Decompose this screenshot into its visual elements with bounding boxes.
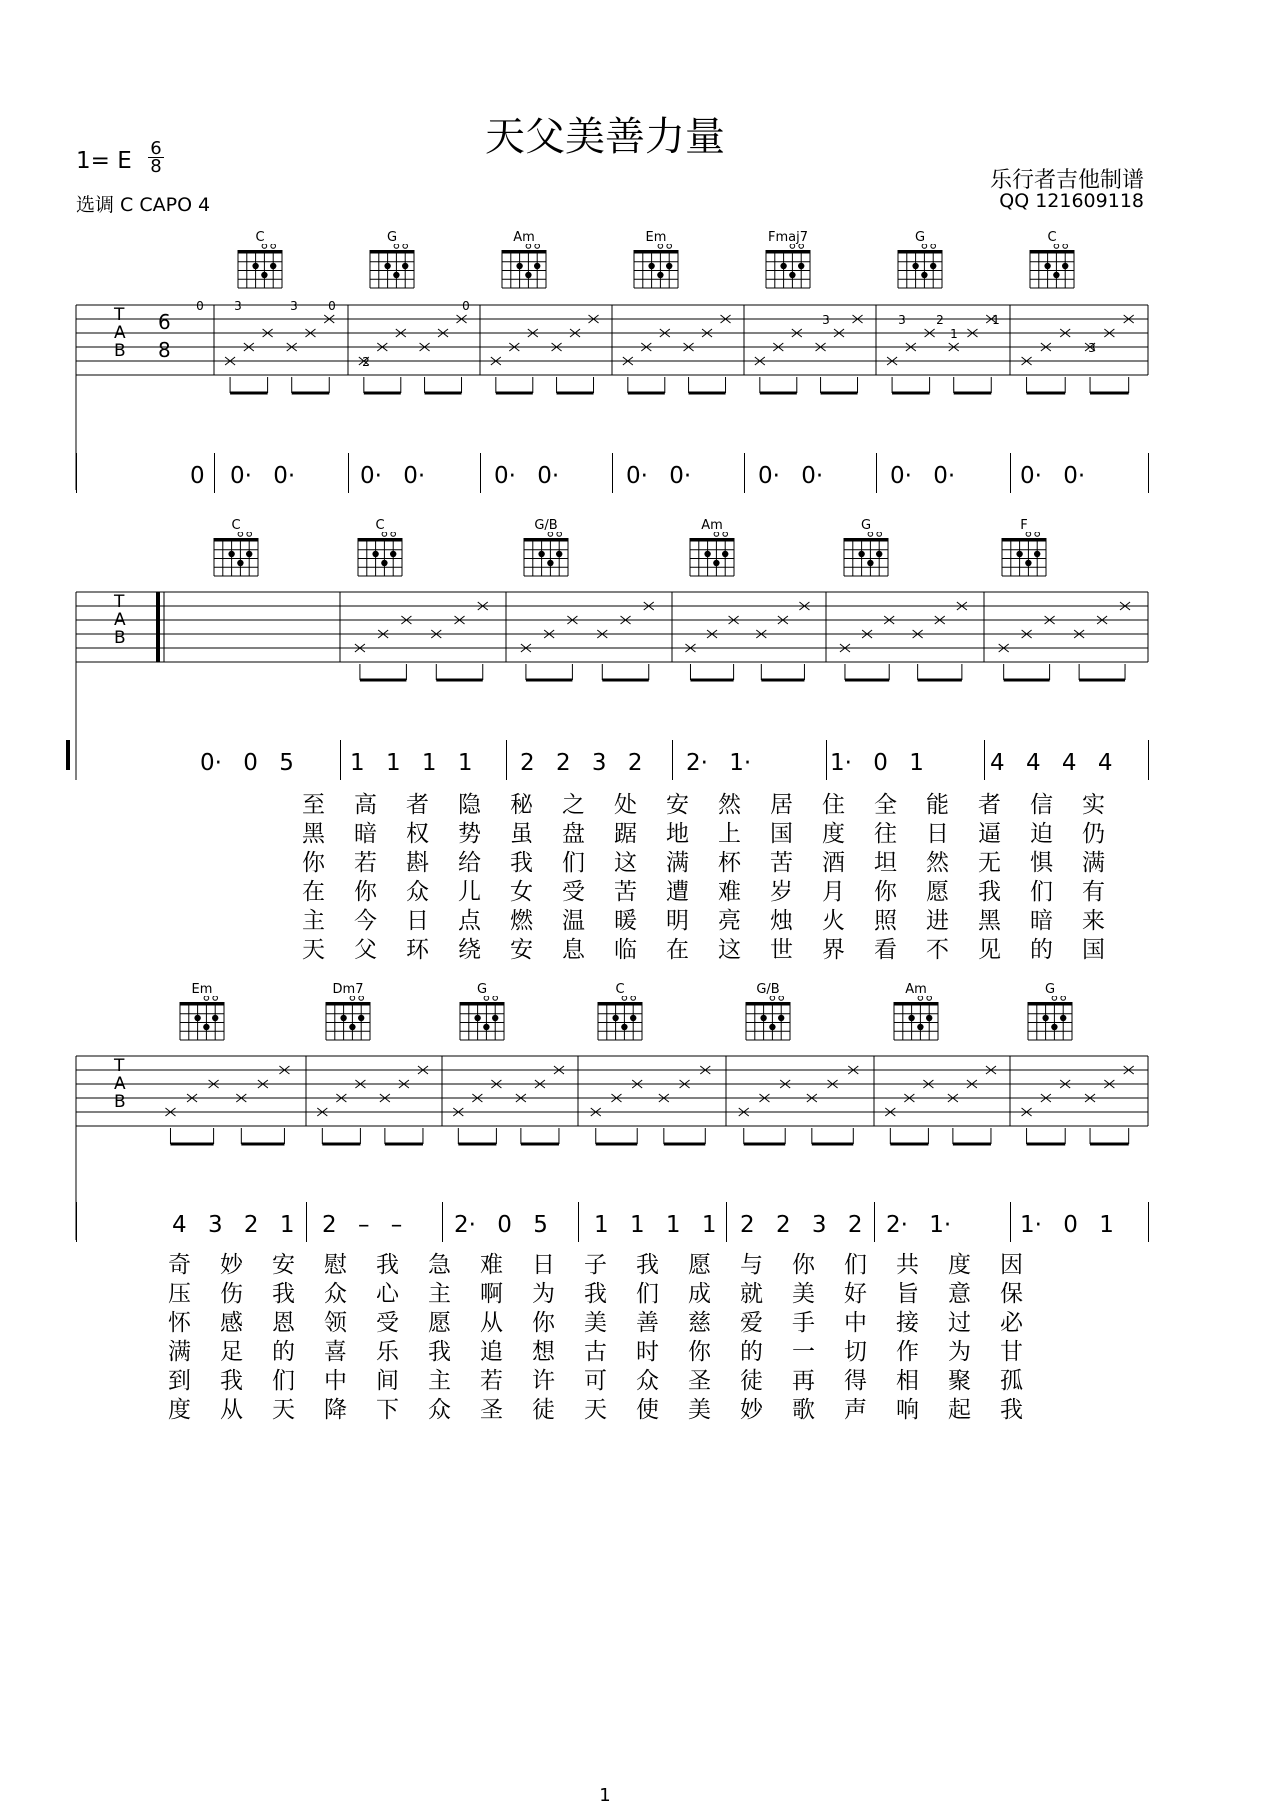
chord-name: G — [476, 982, 488, 997]
numbered-barline — [214, 453, 215, 493]
numbered-measure: 0· 0· — [626, 463, 692, 489]
numbered-barline — [76, 1202, 77, 1242]
numbered-measure: 4 4 4 4 — [990, 750, 1113, 776]
numbered-barline — [348, 453, 349, 493]
chord-name: Dm7 — [332, 982, 364, 997]
tab-letter: A — [114, 323, 126, 343]
fret-number: 2 — [936, 313, 944, 327]
fret-number: 3 — [898, 313, 906, 327]
fret-number: 0 — [462, 299, 470, 313]
tab-beam — [322, 1128, 360, 1144]
tab-time-signature — [158, 308, 171, 364]
numbered-barline — [826, 740, 827, 780]
numbered-barline — [1010, 453, 1011, 493]
tab-beam — [1079, 664, 1125, 680]
tab-beam — [892, 377, 930, 393]
time-top: 6 — [150, 138, 162, 159]
numbered-barline — [672, 740, 673, 780]
tab-beam — [812, 1128, 853, 1144]
tab-beam — [436, 664, 482, 680]
tab-letter: B — [114, 628, 126, 648]
time-bottom: 8 — [150, 156, 162, 177]
numbered-barline — [984, 740, 985, 780]
tab-beam — [602, 664, 648, 680]
chord-name: C — [375, 518, 385, 533]
tab-beam — [596, 1128, 637, 1144]
tab-beam — [690, 664, 733, 680]
lyric-line: 你若斟给我们这满杯苦酒坦然无惧满 — [302, 850, 1134, 876]
lyric-line: 满足的喜乐我追想古时你的一切作为甘 — [168, 1339, 1052, 1365]
tab-letter: T — [114, 592, 125, 612]
tab-beam — [425, 377, 462, 393]
chord-name: Am — [905, 982, 927, 997]
fret-number: 0 — [328, 299, 336, 313]
chord-name: C — [1047, 230, 1057, 245]
numbered-barline — [442, 1202, 443, 1242]
numbered-measure: 0· 0· — [1020, 463, 1086, 489]
tab-letter: B — [114, 341, 126, 361]
fret-number: 1 — [992, 313, 1000, 327]
lyric-line: 怀感恩领受愿从你美善慈爱手中接过必 — [168, 1310, 1052, 1336]
tab-beam — [360, 664, 406, 680]
numbered-barline — [726, 1202, 727, 1242]
fret-number: 0 — [196, 299, 204, 313]
tab-beam — [953, 1128, 991, 1144]
lyric-line: 至高者隐秘之处安然居住全能者信实 — [302, 792, 1134, 818]
chord-name: C — [615, 982, 625, 997]
tab-beam — [496, 377, 533, 393]
tab-beam — [458, 1128, 496, 1144]
tab-beam — [628, 377, 665, 393]
numbered-measure: 2· 1· — [886, 1212, 952, 1238]
numbered-barline — [874, 1202, 875, 1242]
arranger-credit: 乐行者吉他制谱 — [989, 168, 1144, 193]
lyric-line: 在你众儿女受苦遭难岁月你愿我们有 — [302, 879, 1134, 905]
chord-name: C — [255, 230, 265, 245]
numbered-measure: 4 3 2 1 — [172, 1212, 295, 1238]
numbered-barline — [480, 453, 481, 493]
numbered-measure: 1 1 1 1 — [350, 750, 473, 776]
tab-beam — [230, 377, 268, 393]
numbered-barline — [1148, 740, 1149, 780]
numbered-measure: 0· 0· — [890, 463, 956, 489]
numbered-barline — [744, 453, 745, 493]
numbered-measure: 1 1 1 1 — [594, 1212, 717, 1238]
chord-name: Em — [645, 230, 667, 245]
chord-name: G/B — [756, 982, 780, 997]
numbered-measure: 0 — [190, 463, 205, 489]
numbered-barline — [76, 453, 77, 493]
tab-beam — [1090, 1128, 1129, 1144]
lyric-line: 度从天降下众圣徒天使美妙歌声响起我 — [168, 1397, 1052, 1423]
fret-number: 2 — [362, 355, 370, 369]
tab-beam — [821, 377, 858, 393]
numbered-barline — [306, 1202, 307, 1242]
numbered-barline — [1148, 453, 1149, 493]
numbered-measure: 2 2 3 2 — [740, 1212, 863, 1238]
numbered-measure: 2 – – — [322, 1212, 403, 1238]
chord-name: Fmaj7 — [768, 230, 808, 245]
lyric-line: 压伤我众心主啊为我们成就美好旨意保 — [168, 1281, 1052, 1307]
tab-letter: B — [114, 1092, 126, 1112]
numbered-barline — [1010, 1202, 1011, 1242]
contact-qq: QQ 121609118 — [999, 190, 1144, 212]
tab-letter: A — [114, 1074, 126, 1094]
tab-beam — [760, 377, 797, 393]
chord-name: Am — [701, 518, 723, 533]
chord-name: G — [860, 518, 872, 533]
numbered-measure: 1· 0 1 — [830, 750, 924, 776]
chord-name: G/B — [534, 518, 558, 533]
tab-letter: T — [114, 1056, 125, 1076]
tab-beam — [1004, 664, 1050, 680]
numbered-barline — [340, 740, 341, 780]
numbered-barline — [612, 453, 613, 493]
fret-number: 3 — [290, 299, 298, 313]
capo-info: 选调 C CAPO 4 — [76, 194, 211, 216]
tab-letter: T — [114, 305, 125, 325]
numbered-measure: 0· 0· — [758, 463, 824, 489]
tab-beam — [526, 664, 572, 680]
chord-name: C — [231, 518, 241, 533]
tab-beam — [364, 377, 401, 393]
tab-beam — [845, 664, 889, 680]
key-signature: 1= E — [76, 148, 132, 174]
numbered-barline — [578, 1202, 579, 1242]
tab-beam — [241, 1128, 284, 1144]
tab-beam — [1027, 1128, 1066, 1144]
tab-time-bottom: 8 — [158, 338, 171, 362]
tab-beam — [689, 377, 726, 393]
chord-name: Am — [513, 230, 535, 245]
fret-number: 3 — [822, 313, 830, 327]
lyric-line: 到我们中间主若许可众圣徒再得相聚孤 — [168, 1368, 1052, 1394]
numbered-measure: 2· 1· — [686, 750, 752, 776]
repeat-sign-icon — [66, 740, 84, 770]
tab-beam — [521, 1128, 559, 1144]
numbered-measure: 0· 0 5 — [200, 750, 294, 776]
tab-beam — [954, 377, 992, 393]
fret-number: 3 — [234, 299, 242, 313]
tab-beam — [761, 664, 804, 680]
lyric-line: 奇妙安慰我急难日子我愿与你们共度因 — [168, 1252, 1052, 1278]
page-number: 1 — [599, 1785, 611, 1806]
tab-beam — [292, 377, 330, 393]
numbered-measure: 0· 0· — [494, 463, 560, 489]
tab-notes — [76, 299, 1134, 1144]
lyric-line: 天父环绕安息临在这世界看不见的国 — [302, 937, 1134, 963]
chord-name: G — [1044, 982, 1056, 997]
tab-beam — [664, 1128, 705, 1144]
numbered-measure: 2· 0 5 — [454, 1212, 548, 1238]
tab-beam — [918, 664, 962, 680]
tab-beam — [744, 1128, 785, 1144]
fret-number: 1 — [950, 327, 958, 341]
fret-number: 3 — [1088, 341, 1096, 355]
numbered-measure: 2 2 3 2 — [520, 750, 643, 776]
tab-beam — [170, 1128, 213, 1144]
chord-name: G — [914, 230, 926, 245]
chord-name: Em — [191, 982, 213, 997]
tab-beam — [557, 377, 594, 393]
numbered-measure: 1· 0 1 — [1020, 1212, 1114, 1238]
numbered-barline — [1148, 1202, 1149, 1242]
numbered-measure: 0· 0· — [360, 463, 426, 489]
numbered-barline — [506, 740, 507, 780]
lyric-line: 主今日点燃温暖明亮烛火照进黑暗来 — [302, 908, 1134, 934]
tab-beam — [1090, 377, 1129, 393]
tab-beam — [1027, 377, 1066, 393]
numbered-measure: 0· 0· — [230, 463, 296, 489]
numbered-barline — [876, 453, 877, 493]
lyric-line: 黑暗权势虽盘踞地上国度往日逼迫仍 — [302, 821, 1134, 847]
tab-beam — [890, 1128, 928, 1144]
tab-time-top: 6 — [158, 310, 171, 334]
tab-letter: A — [114, 610, 126, 630]
chord-name: G — [386, 230, 398, 245]
tab-beam — [385, 1128, 423, 1144]
page-title: 天父美善力量 — [485, 114, 725, 160]
chord-name: F — [1020, 518, 1028, 533]
